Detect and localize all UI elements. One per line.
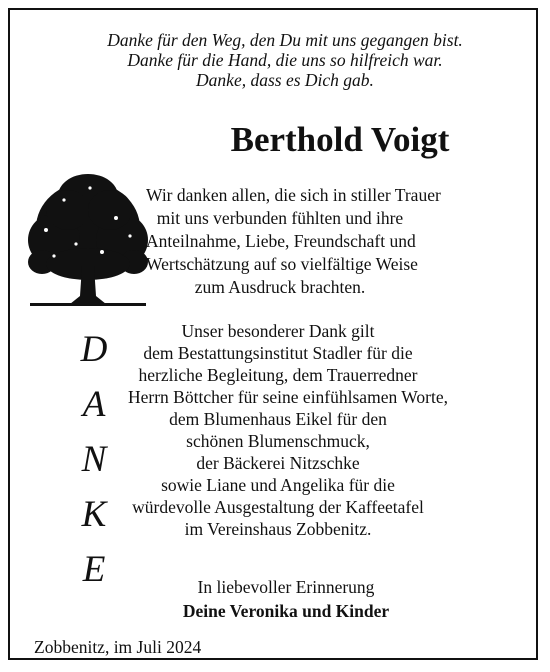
special-thanks-line: der Bäckerei Nitzschke	[196, 453, 360, 473]
danke-letter: K	[81, 494, 107, 535]
place-date: Zobbenitz, im Juli 2024	[34, 637, 202, 657]
special-thanks-line: schönen Blumenschmuck,	[186, 431, 370, 451]
closing-line: In liebevoller Erinnerung	[197, 577, 375, 597]
danke-letter: E	[82, 549, 106, 590]
thanks-line: zum Ausdruck brachten.	[194, 277, 366, 297]
special-thanks-line: herzliche Begleitung, dem Trauerredner	[138, 365, 418, 385]
poem-line-3: Danke, dass es Dich gab.	[196, 70, 374, 90]
special-thanks-line: Herrn Böttcher für seine einfühlsamen Worte,	[128, 387, 448, 407]
thanks-line: Anteilnahme, Liebe, Freundschaft und	[146, 231, 416, 251]
special-thanks-line: würdevolle Ausgestaltung der Kaffeetafel	[132, 497, 424, 517]
deceased-name: Berthold Voigt	[230, 120, 450, 159]
danke-letter: N	[81, 439, 107, 480]
special-thanks-line: im Vereinshaus Zobbenitz.	[184, 519, 372, 539]
signature: Deine Veronika und Kinder	[182, 601, 390, 621]
notice-frame	[8, 8, 538, 660]
opening-poem	[40, 30, 530, 90]
danke-letter: A	[82, 384, 106, 425]
closing-block	[146, 575, 426, 623]
thanks-line: mit uns verbunden fühlten und ihre	[156, 208, 404, 228]
danke-letter: D	[80, 329, 108, 370]
special-thanks-line: sowie Liane und Angelika für die	[161, 475, 395, 495]
poem-line-1: Danke für den Weg, den Du mit uns gegangen bist.	[107, 30, 463, 50]
thanks-paragraph	[146, 184, 441, 299]
special-thanks-line: dem Blumenhaus Eikel für den	[169, 409, 387, 429]
special-thanks-line: dem Bestattungsinstitut Stadler für die	[143, 343, 413, 363]
special-thanks-paragraph	[128, 320, 448, 540]
special-thanks-line: Unser besonderer Dank gilt	[181, 321, 375, 341]
tree-icon	[24, 170, 152, 310]
thanks-line: Wir danken allen, die sich in stiller Trauer	[146, 185, 441, 205]
poem-line-2: Danke für die Hand, die uns so hilfreich war.	[127, 50, 443, 70]
thanks-line: Wertschätzung auf so vielfältige Weise	[146, 254, 418, 274]
danke-vertical-word	[56, 322, 132, 597]
